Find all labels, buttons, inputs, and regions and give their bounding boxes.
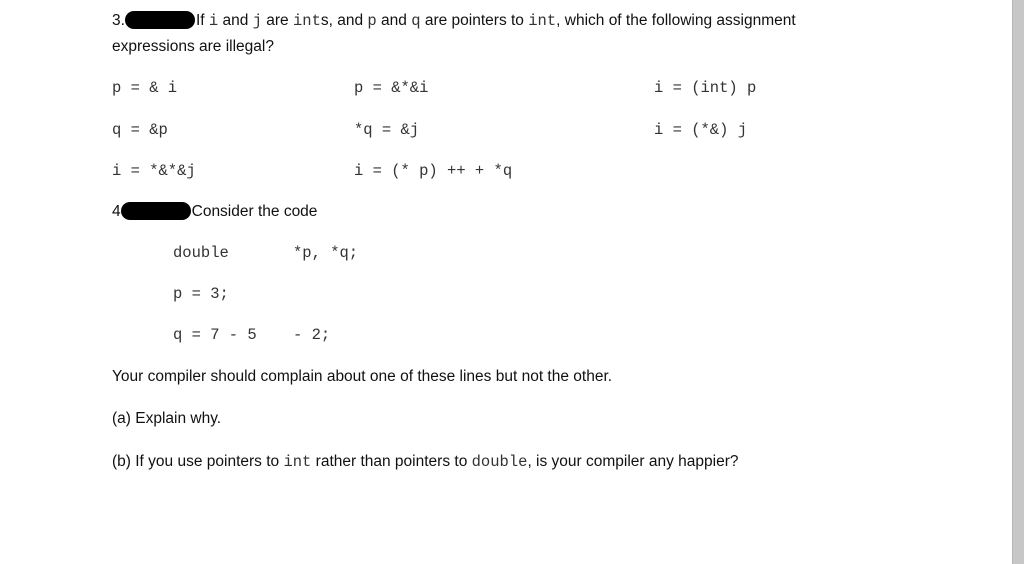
code-decl-type: double [173, 244, 229, 262]
expression: *q = &j [354, 121, 420, 139]
expression: i = (* p) ++ + *q [354, 162, 513, 180]
code-line-3-tail: - 2; [293, 326, 331, 344]
question-3-line-2: expressions are illegal? [112, 38, 274, 55]
question-number: 4 [112, 203, 121, 220]
expression: i = (*&) j [654, 121, 748, 139]
window-scrollbar[interactable] [1012, 0, 1024, 564]
code-decl-vars: *p, *q; [293, 244, 359, 262]
complain-text: Your compiler should complain about one of these lines but not the other. [112, 368, 613, 385]
expression: i = (int) p [654, 79, 757, 97]
question-number: 3. [112, 12, 125, 29]
expression: p = & i [112, 79, 178, 97]
expression: q = &p [112, 121, 168, 139]
expression: i = *&*&j [112, 162, 196, 180]
code-line-3: q = 7 - 5 [173, 326, 257, 344]
code-line-2: p = 3; [173, 285, 229, 303]
expression: p = &*&i [354, 79, 429, 97]
part-a: (a) Explain why. [112, 410, 222, 427]
question-3-line-1: 3. If i and j are ints, and p and q are pointers to int, which of the following assignment [112, 12, 796, 30]
redaction-mark [121, 202, 191, 220]
part-b: (b) If you use pointers to int rather than pointers to double, is your compiler any happier? [112, 453, 739, 471]
redaction-mark [125, 11, 195, 29]
question-4-intro: 4 Consider the code [112, 203, 318, 220]
